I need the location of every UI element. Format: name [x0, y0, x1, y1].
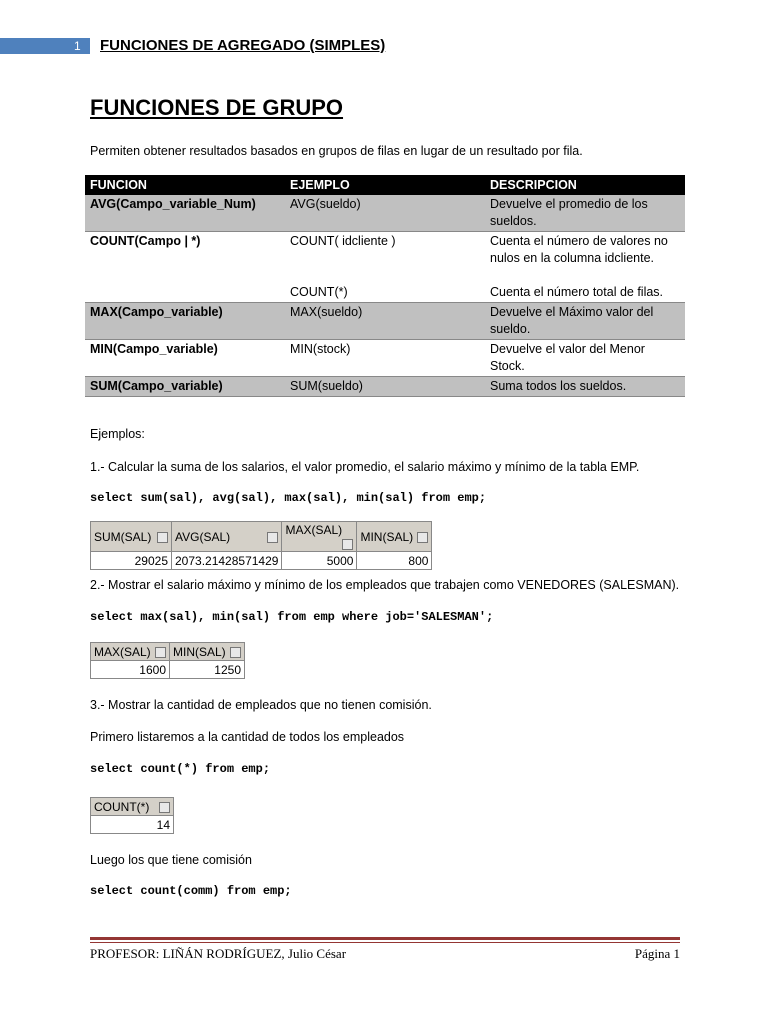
table-row — [91, 661, 245, 679]
example-3-subtext: Primero listaremos a la cantidad de todos los empleados — [90, 730, 405, 744]
column-header: EJEMPLO — [285, 175, 485, 195]
intro-text: Permiten obtener resultados basados en grupos de filas en lugar de un resultado por fila. — [90, 144, 583, 158]
example-3-subtext-2: Luego los que tiene comisión — [90, 853, 252, 867]
grid-header: SUM(SAL) — [91, 522, 172, 552]
grid-header: MAX(SAL) — [91, 643, 170, 661]
grid-header: MAX(SAL) — [282, 522, 357, 552]
cell-descripcion: Devuelve el Máximo valor del sueldo. — [485, 303, 685, 340]
footer-author: PROFESOR: LIÑÁN RODRÍGUEZ, Julio César — [90, 946, 347, 961]
table-row — [85, 232, 685, 303]
cell-descripcion: Devuelve el valor del Menor Stock. — [485, 340, 685, 377]
example-3-text: 3.- Mostrar la cantidad de empleados que no tienen comisión. — [90, 698, 432, 712]
grid-header: COUNT(*) — [91, 798, 174, 816]
cell-descripcion — [485, 232, 685, 303]
header-title: FUNCIONES DE AGREGADO (SIMPLES) — [100, 37, 386, 54]
cell-funcion: MAX(Campo_variable) — [85, 303, 285, 340]
table-row — [85, 195, 685, 232]
page-title: FUNCIONES DE GRUPO — [90, 95, 344, 120]
grid-cell: 14 — [91, 816, 174, 834]
cell-ejemplo: SUM(sueldo) — [285, 377, 485, 397]
grid-cell: 2073.21428571429 — [172, 552, 282, 570]
example-2-result-grid — [90, 642, 245, 679]
cell-funcion: COUNT(Campo | *) — [85, 232, 285, 303]
cell-ejemplo: MAX(sueldo) — [285, 303, 485, 340]
cell-funcion: AVG(Campo_variable_Num) — [85, 195, 285, 232]
example-3-sql-2: select count(comm) from emp; — [90, 884, 292, 898]
grid-cell: 800 — [357, 552, 432, 570]
grid-cell: 29025 — [91, 552, 172, 570]
footer-divider — [90, 937, 680, 940]
ejemplos-label: Ejemplos: — [90, 427, 145, 441]
grid-cell: 1600 — [91, 661, 170, 679]
table-row — [85, 303, 685, 340]
cell-ejemplo: AVG(sueldo) — [285, 195, 485, 232]
example-1-result-grid — [90, 521, 432, 570]
cell-ejemplo — [285, 232, 485, 303]
table-row — [91, 552, 432, 570]
ejemplo-line: COUNT( idcliente ) — [290, 234, 396, 248]
column-header: FUNCION — [85, 175, 285, 195]
example-1-sql: select sum(sal), avg(sal), max(sal), min(sal) from emp; — [90, 491, 487, 505]
cell-ejemplo: MIN(stock) — [285, 340, 485, 377]
column-header: DESCRIPCION — [485, 175, 685, 195]
table-row — [85, 340, 685, 377]
cell-descripcion: Devuelve el promedio de los sueldos. — [485, 195, 685, 232]
example-3-sql: select count(*) from emp; — [90, 762, 271, 776]
grid-cell: 5000 — [282, 552, 357, 570]
header-page-number: 1 — [74, 39, 81, 53]
grid-header: AVG(SAL) — [172, 522, 282, 552]
descripcion-line: Cuenta el número total de filas. — [490, 285, 664, 299]
cell-funcion: SUM(Campo_variable) — [85, 377, 285, 397]
footer-divider-thin — [90, 942, 680, 943]
table-header-row — [85, 175, 685, 195]
ejemplo-line: COUNT(*) — [290, 285, 348, 299]
cell-funcion: MIN(Campo_variable) — [85, 340, 285, 377]
example-2-sql: select max(sal), min(sal) from emp where job='SALESMAN'; — [90, 610, 494, 624]
grid-header: MIN(SAL) — [357, 522, 432, 552]
footer-page-label: Página 1 — [634, 946, 680, 961]
example-3-result-grid — [90, 797, 174, 834]
functions-table — [85, 175, 685, 397]
example-2-text: 2.- Mostrar el salario máximo y mínimo de los empleados que trabajen como VENEDORES (SALESMAN). — [90, 578, 680, 592]
example-1-text: 1.- Calcular la suma de los salarios, el valor promedio, el salario máximo y mínimo de la tabla EMP. — [90, 460, 640, 474]
table-row — [91, 816, 174, 834]
grid-header: MIN(SAL) — [170, 643, 245, 661]
table-row — [85, 377, 685, 397]
cell-descripcion: Suma todos los sueldos. — [485, 377, 685, 397]
descripcion-line: Cuenta el número de valores no nulos en la columna idcliente. — [490, 234, 668, 265]
grid-cell: 1250 — [170, 661, 245, 679]
